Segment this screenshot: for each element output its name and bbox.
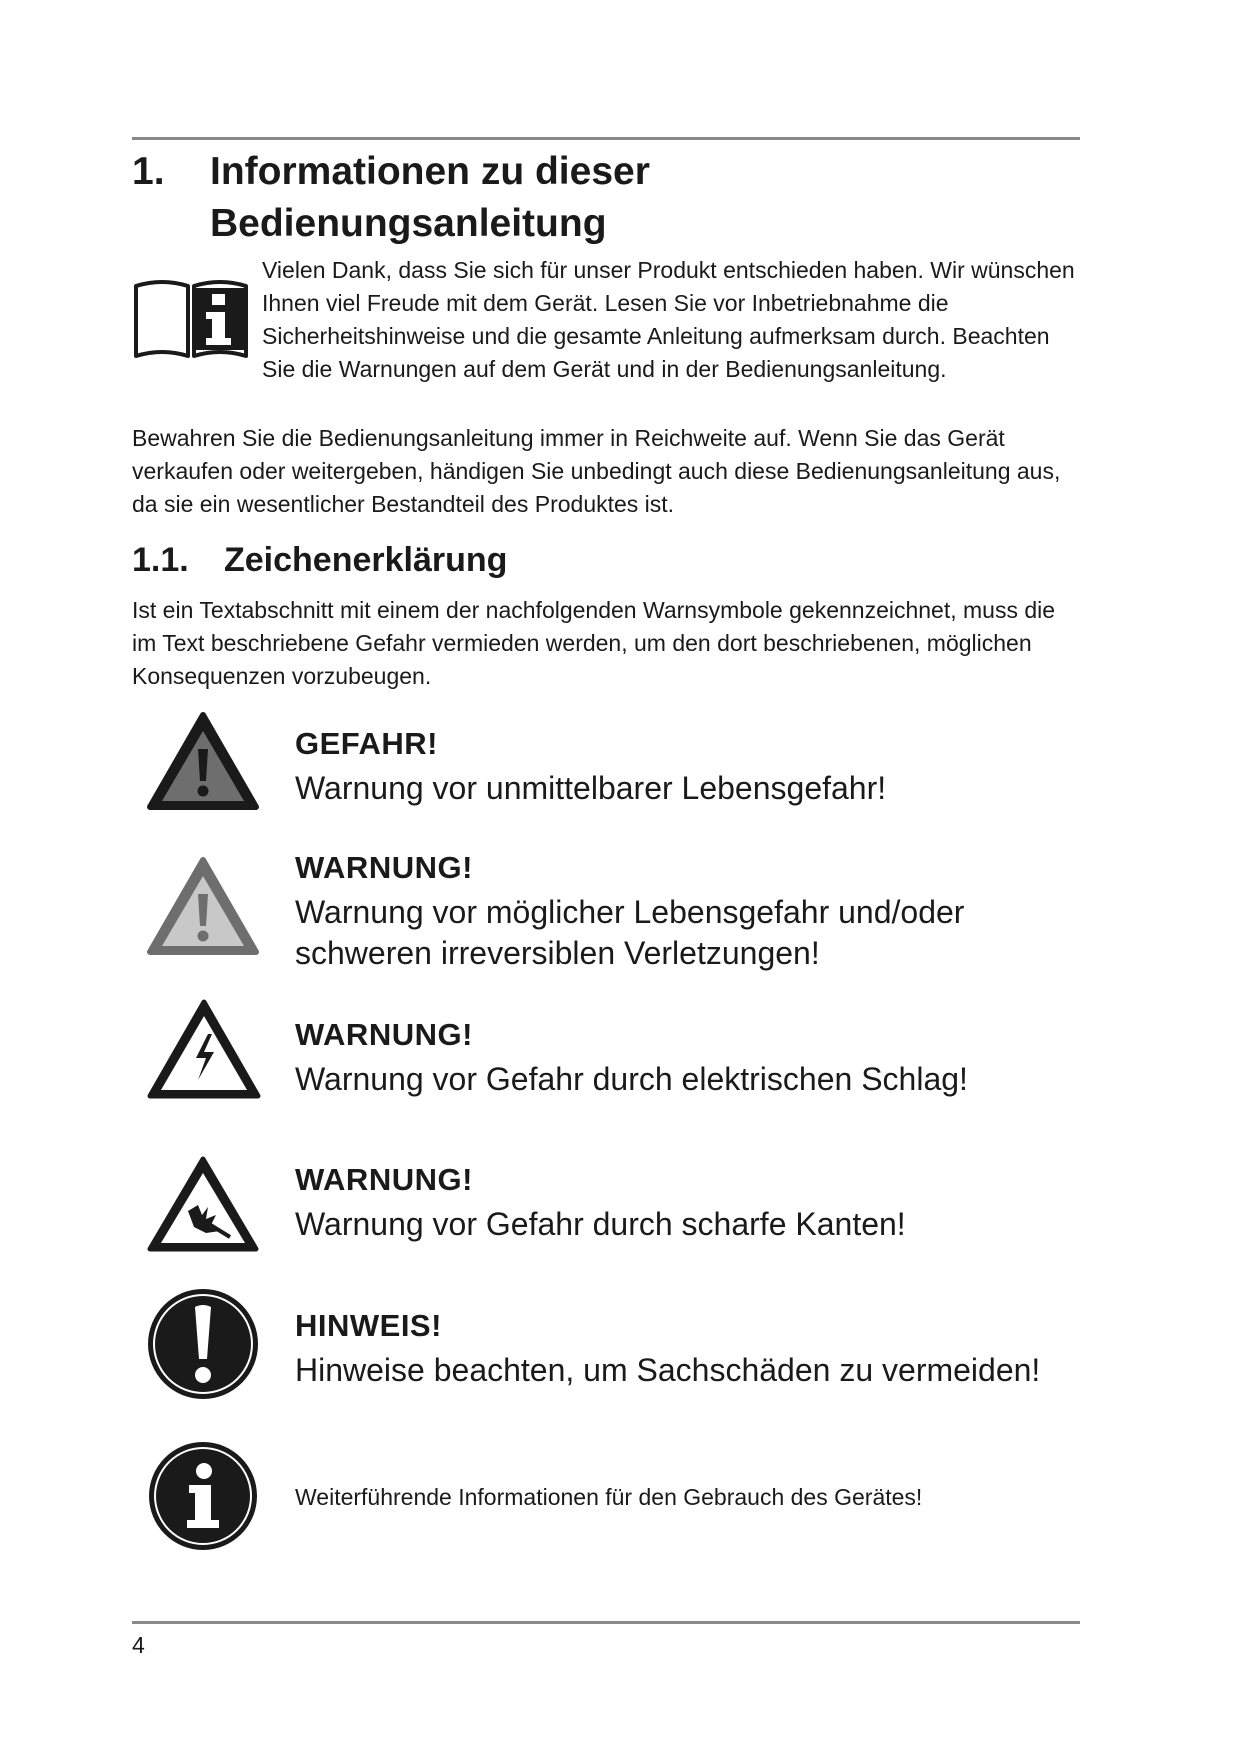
section-title-line1: Informationen zu dieser [210,150,650,193]
section-number: 1. [132,150,165,193]
symbol-title-electric: WARNUNG! [295,1017,473,1052]
subsection-heading [132,538,507,582]
electric-shock-icon [146,998,262,1100]
symbol-title-danger: GEFAHR! [295,726,438,761]
top-rule [132,137,1080,140]
intro-text: Vielen Dank, dass Sie sich für unser Produkt entschieden haben. Wir wünschen Ihnen viel Freude mit dem Gerät. Lesen Sie vor Inbetriebnahme die Sicherheitshinweise und die gesamte Anleitung aufmerksam durch. Beachten Sie die Warnungen auf dem Gerät und in der Bedienungsanleitung. [262,257,1075,382]
section-title-line2: Bedienungsanleitung [210,202,607,245]
bottom-rule [132,1621,1080,1624]
symbol-title-sharp: WARNUNG! [295,1162,473,1197]
symbol-title-notice: HINWEIS! [295,1308,442,1343]
section-heading [132,146,650,250]
symbol-text-electric: Warnung vor Gefahr durch elektrischen Schlag! [295,1061,968,1097]
danger-triangle-icon [146,711,260,811]
legend-intro-paragraph: Ist ein Textabschnitt mit einem der nachfolgenden Warnsymbole gekennzeichnet, muss die im Text beschriebene Gefahr vermieden werden, um den dort beschriebenen, möglichen Konsequenzen vorzubeugen. [132,597,1056,689]
symbol-text-warning: Warnung vor möglicher Lebensgefahr und/oder schweren irreversiblen Verletzungen! [295,894,965,971]
symbol-text-sharp: Warnung vor Gefahr durch scharfe Kanten! [295,1206,906,1242]
info-circle-icon [146,1440,260,1552]
warning-triangle-icon [146,856,260,956]
symbol-text-danger: Warnung vor unmittelbarer Lebensgefahr! [295,770,887,806]
subsection-title: Zeichenerklärung [224,541,508,579]
notice-exclamation-icon [146,1287,260,1401]
keep-manual-paragraph: Bewahren Sie die Bedienungsanleitung immer in Reichweite auf. Wenn Sie das Gerät verkaufen oder weitergeben, händigen Sie unbedingt auch diese Bedienungsanleitung aus, da sie ein wesentlicher Bestandteil des Produktes ist. [132,425,1061,517]
symbol-title-warning: WARNUNG! [295,850,473,885]
intro-paragraph [132,254,1082,386]
symbol-text-notice: Hinweise beachten, um Sachschäden zu vermeiden! [295,1352,1041,1388]
page-number: 4 [132,1632,145,1658]
subsection-number: 1.1. [132,541,189,579]
symbol-text-info: Weiterführende Informationen für den Gebrauch des Gerätes! [295,1484,923,1510]
sharp-edges-icon [146,1155,260,1253]
